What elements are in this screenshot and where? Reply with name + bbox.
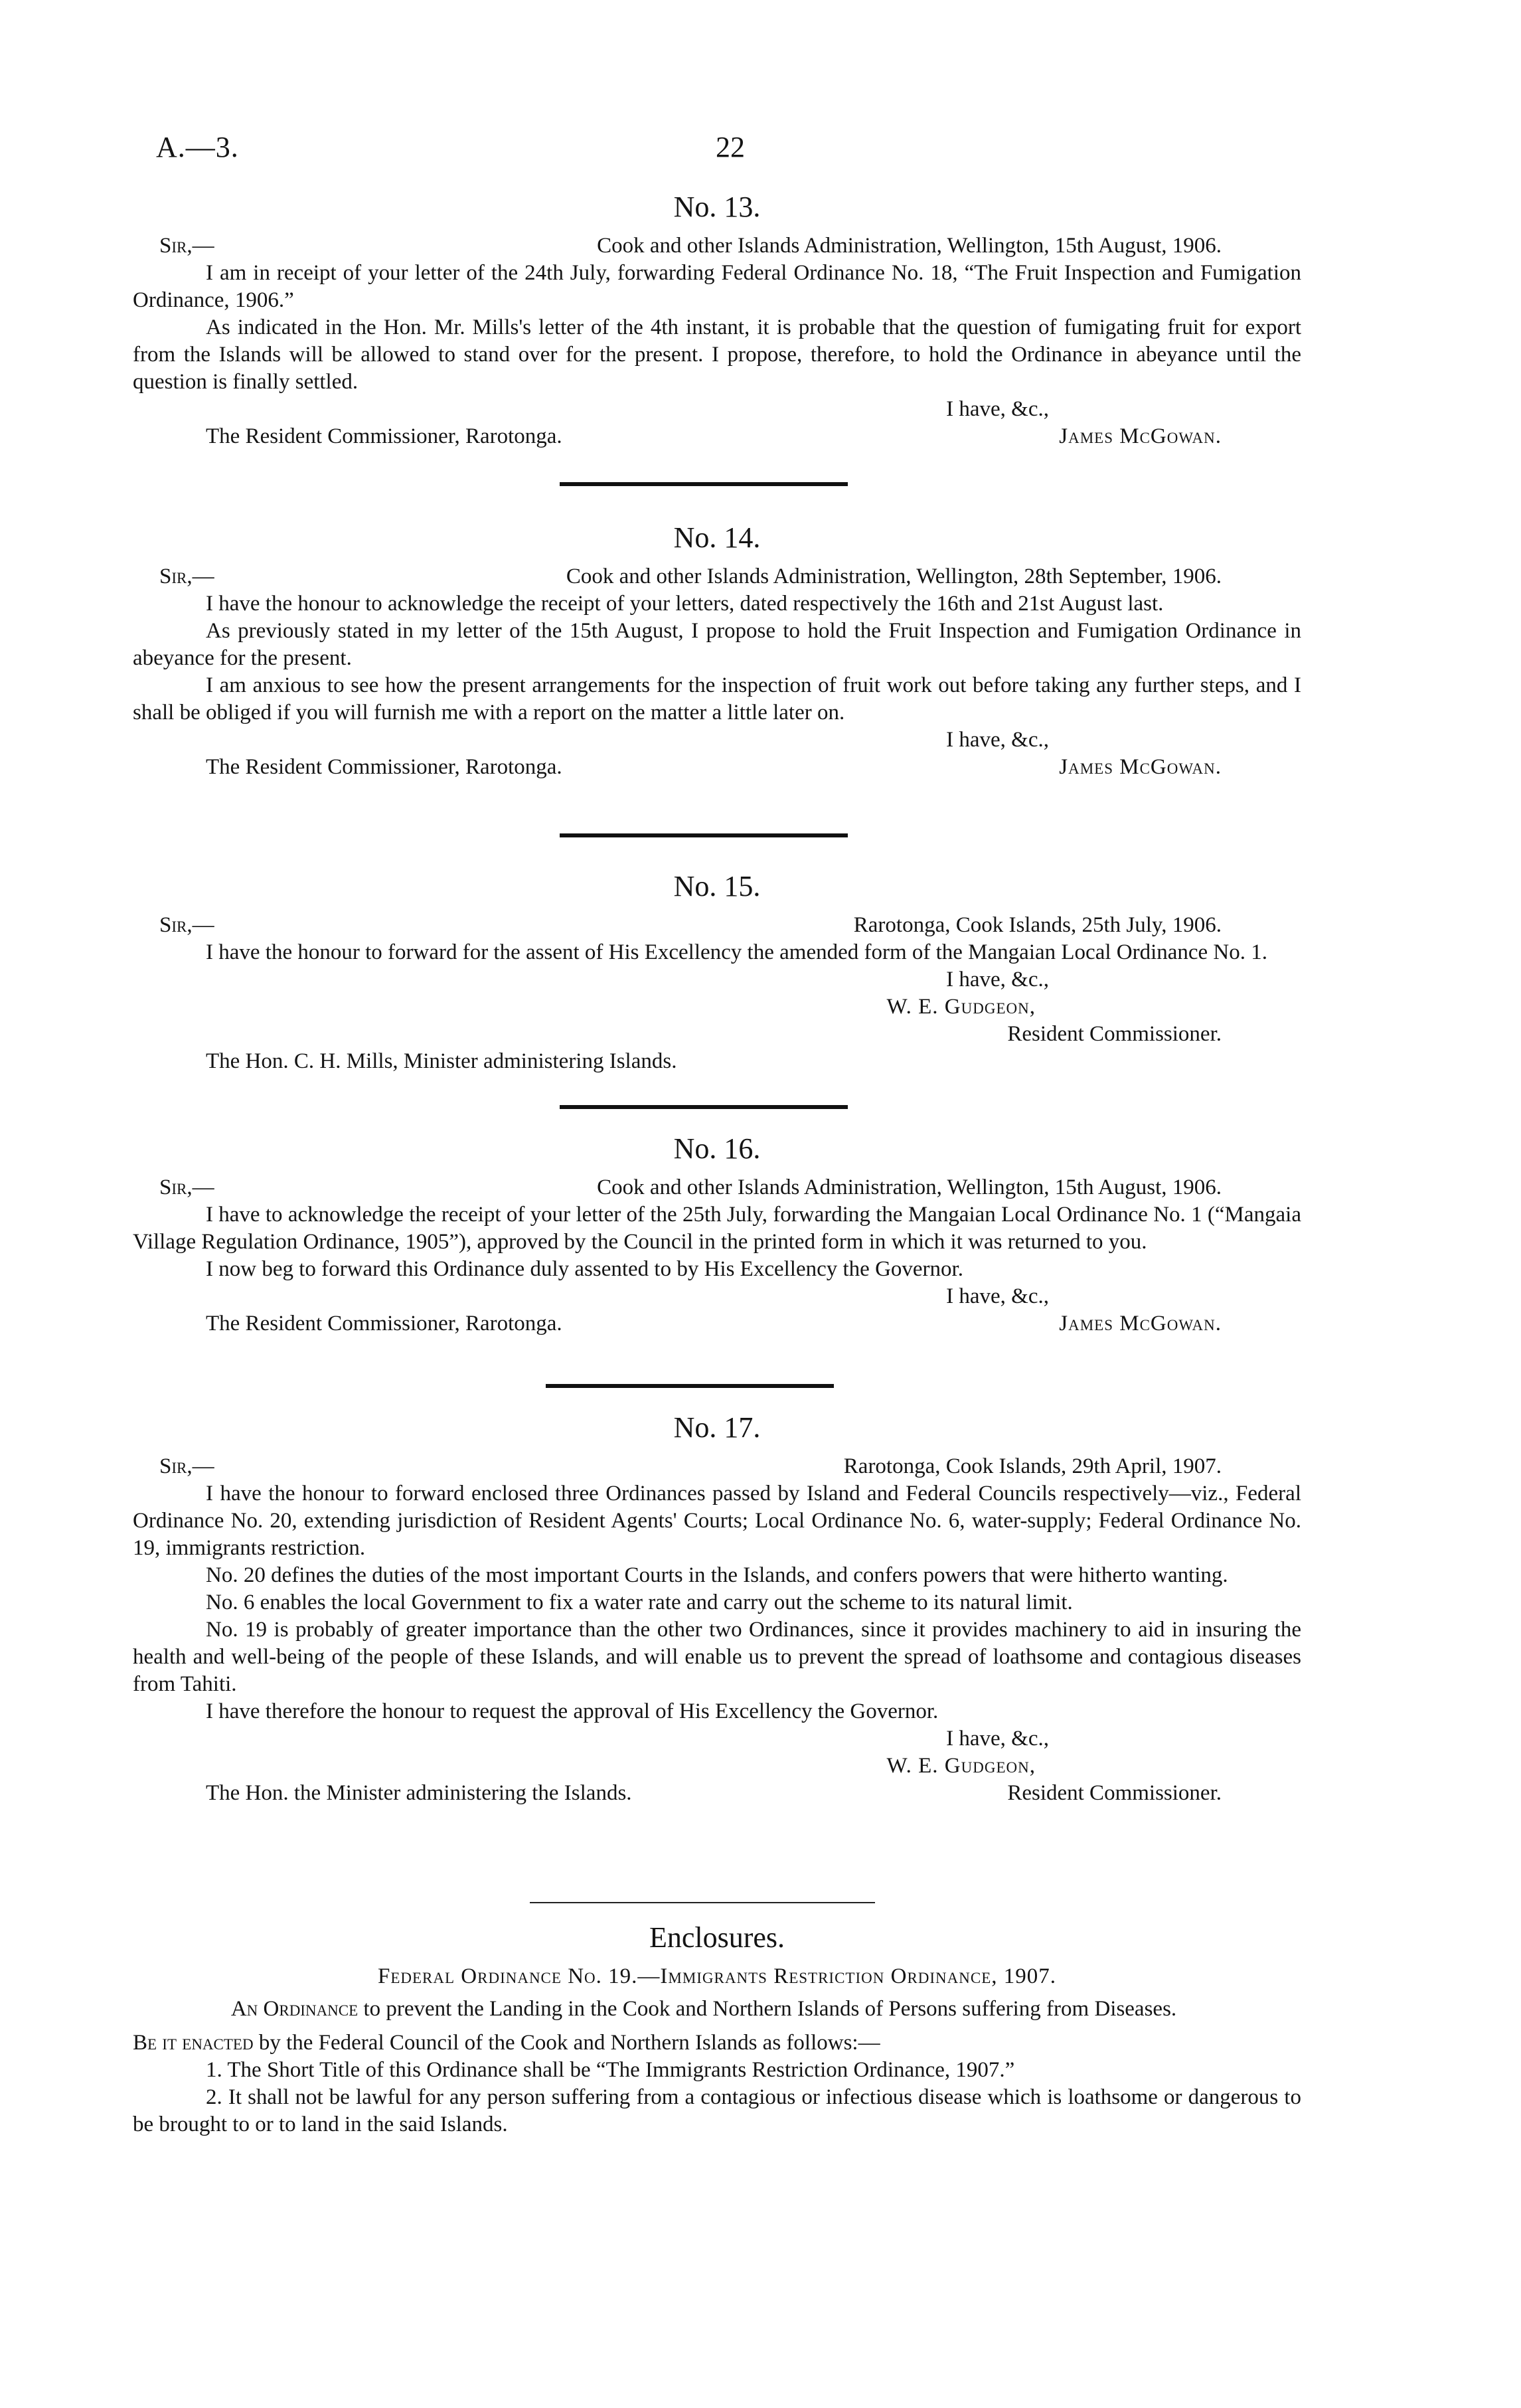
signature-block <box>133 993 1301 1048</box>
letter-no-17 <box>133 1408 1301 1807</box>
letter-paragraph: As indicated in the Hon. Mr. Mills's letter of the 4th instant, it is probable that the question of fumigating fruit for export from the Islands will be allowed to stand over for the present. I propose, therefore, to hold the Ordinance in abeyance until the question is finally settled. <box>133 315 1301 394</box>
salutation: Sir,— <box>159 913 214 937</box>
letter-paragraph: I have the honour to forward enclosed three Ordinances passed by Island and Federal Councils respectively—viz., Federal Ordinance No. 20, extending jurisdiction of Resident Agents' Courts; Local Ordinance No. 6, water-supply; Federal Ordinance No. 19, immigrants restriction. <box>133 1482 1301 1560</box>
enacting-clause <box>133 2029 1301 2057</box>
signature-row <box>133 1780 1301 1807</box>
enacting-text: by the Federal Council of the Cook and Northern Islands as follows:— <box>258 2031 880 2055</box>
letter-no-16 <box>133 1129 1301 1337</box>
letter-heading-row <box>133 1453 1301 1480</box>
letter-number: No. 16. <box>673 1132 761 1165</box>
letter-paragraph: No. 20 defines the duties of the most important Courts in the Islands, and confers powers that were hitherto wanting. <box>206 1563 1228 1587</box>
ordinance-clause: 1. The Short Title of this Ordinance shall be “The Immigrants Restriction Ordinance, 1907.” <box>206 2058 1015 2082</box>
addressee: The Hon. the Minister administering the Islands. <box>206 1781 632 1805</box>
section-divider <box>560 1105 848 1109</box>
parliamentary-paper-reference: A.—3. <box>156 131 239 163</box>
letter-no-14 <box>133 518 1301 781</box>
page-number: 22 <box>716 131 745 163</box>
letter-paragraph: No. 19 is probably of greater importance than the other two Ordinances, since it provides machinery to aid in insuring the health and well-being of the people of these Islands, and will enable us to prevent the spread of loathsome and contagious diseases from Tahiti. <box>133 1618 1301 1696</box>
letter-paragraph: I have to acknowledge the receipt of your letter of the 25th July, forwarding the Mangaian Local Ordinance No. 1 (“Mangaia Village Regulation Ordinance, 1905”), approved by the Council in the printed form in which it was returned to you. <box>133 1203 1301 1254</box>
addressee: The Resident Commissioner, Rarotonga. <box>206 755 562 779</box>
signature-row <box>133 1048 1301 1075</box>
dateline: Rarotonga, Cook Islands, 29th April, 1907. <box>843 1454 1222 1478</box>
letter-heading-row <box>133 232 1301 260</box>
signature-block <box>133 1753 1301 1780</box>
letter-no-13 <box>133 187 1301 450</box>
section-divider <box>546 1384 834 1388</box>
dateline: Cook and other Islands Administration, Wellington, 15th August, 1906. <box>597 234 1222 258</box>
letter-paragraph: As previously stated in my letter of the 15th August, I propose to hold the Fruit Inspection and Fumigation Ordinance in abeyance for the present. <box>133 619 1301 670</box>
enclosures-divider <box>530 1902 875 1903</box>
section-divider <box>560 482 848 486</box>
signature-title: Resident Commissioner. <box>1007 1022 1222 1046</box>
letter-number: No. 15. <box>673 870 761 903</box>
preamble-text: to prevent the Landing in the Cook and Northern Islands of Persons suffering from Diseases. <box>363 1997 1177 2021</box>
addressee: The Resident Commissioner, Rarotonga. <box>206 424 562 448</box>
signature-title: Resident Commissioner. <box>1007 1781 1222 1805</box>
addressee: The Resident Commissioner, Rarotonga. <box>206 1312 562 1335</box>
section-divider <box>560 833 848 837</box>
signature-row <box>133 423 1301 450</box>
salutation: Sir,— <box>159 234 214 258</box>
closing: I have, &c., <box>946 1727 1049 1751</box>
letter-number: No. 13. <box>673 191 761 223</box>
ordinance-title: Federal Ordinance No. 19.—Immigrants Restriction Ordinance, 1907. <box>377 1964 1057 1988</box>
salutation: Sir,— <box>159 564 214 588</box>
preamble-lead: An Ordinance <box>230 1997 359 2021</box>
closing: I have, &c., <box>946 397 1049 421</box>
salutation: Sir,— <box>159 1454 214 1478</box>
signature-row <box>133 754 1301 781</box>
signature: James McGowan. <box>1059 755 1222 779</box>
letter-paragraph: No. 6 enables the local Government to fix a water rate and carry out the scheme to its natural limit. <box>206 1591 1073 1614</box>
ordinance-preamble <box>133 1996 1301 2023</box>
dateline: Cook and other Islands Administration, Wellington, 28th September, 1906. <box>566 564 1222 588</box>
letter-paragraph: I am anxious to see how the present arrangements for the inspection of fruit work out before taking any further steps, and I shall be obliged if you will furnish me with a report on the matter a little later on. <box>133 673 1301 725</box>
letter-heading-row <box>133 563 1301 590</box>
letter-number: No. 14. <box>673 521 761 554</box>
letter-paragraph: I now beg to forward this Ordinance duly assented to by His Excellency the Governor. <box>206 1257 963 1281</box>
enclosures-section <box>133 1919 1301 2138</box>
addressee: The Hon. C. H. Mills, Minister administering Islands. <box>206 1049 677 1073</box>
dateline: Rarotonga, Cook Islands, 25th July, 1906. <box>853 913 1222 937</box>
salutation: Sir,— <box>159 1175 214 1199</box>
letter-heading-row <box>133 1174 1301 1201</box>
letter-number: No. 17. <box>673 1411 761 1444</box>
closing: I have, &c., <box>946 1284 1049 1308</box>
letter-no-15 <box>133 867 1301 1075</box>
enacting-lead: Be it enacted <box>133 2031 254 2055</box>
dateline: Cook and other Islands Administration, Wellington, 15th August, 1906. <box>597 1175 1222 1199</box>
enclosures-title: Enclosures. <box>649 1921 785 1954</box>
closing: I have, &c., <box>946 968 1049 991</box>
ordinance-clause: 2. It shall not be lawful for any person suffering from a contagious or infectious disease which is loathsome or dangerous to be brought to or to land in the said Islands. <box>133 2085 1301 2136</box>
letter-paragraph: I have the honour to acknowledge the receipt of your letters, dated respectively the 16th and 21st August last. <box>206 592 1164 616</box>
letter-heading-row <box>133 912 1301 939</box>
signature: James McGowan. <box>1059 424 1222 448</box>
signature: W. E. Gudgeon, <box>886 995 1036 1019</box>
signature-row <box>133 1310 1301 1337</box>
signature: James McGowan. <box>1059 1312 1222 1335</box>
closing: I have, &c., <box>946 728 1049 752</box>
signature: W. E. Gudgeon, <box>886 1754 1036 1778</box>
letter-paragraph: I am in receipt of your letter of the 24th July, forwarding Federal Ordinance No. 18, “The Fruit Inspection and Fumigation Ordinance, 1906.” <box>133 261 1301 312</box>
letter-paragraph: I have therefore the honour to request the approval of His Excellency the Governor. <box>206 1699 939 1723</box>
letter-paragraph: I have the honour to forward for the assent of His Excellency the amended form of the Mangaian Local Ordinance No. 1. <box>206 940 1268 964</box>
